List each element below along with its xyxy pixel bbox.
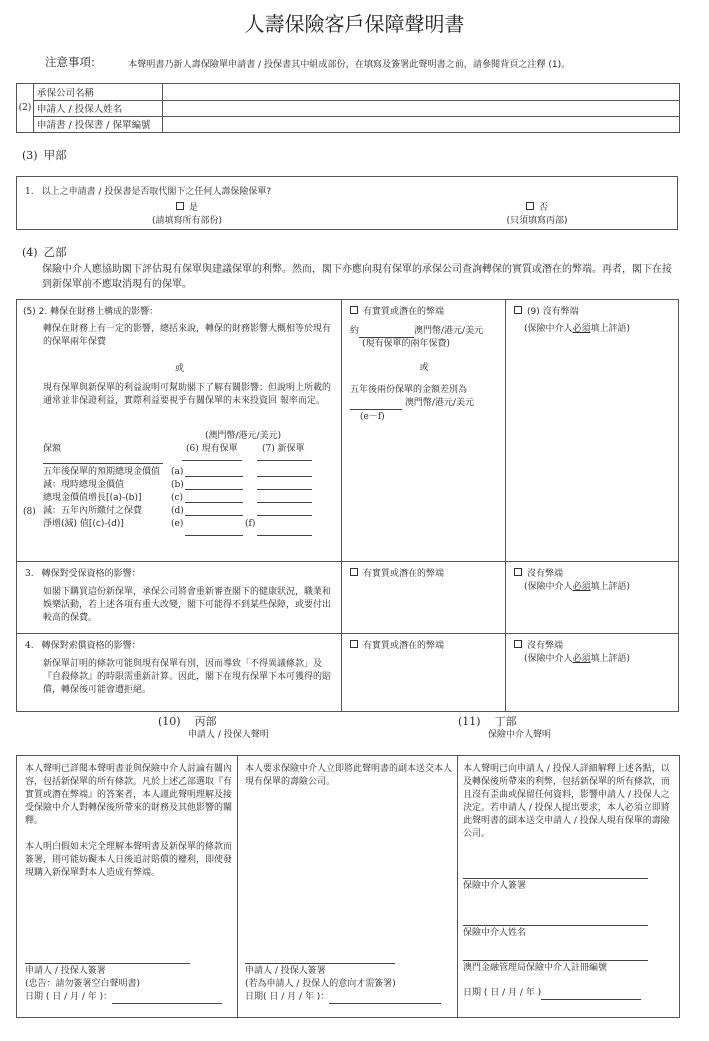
item-3-comment-note: (保險中介人必須填上評語) <box>524 582 631 592</box>
marker-8: (8) <box>23 507 36 517</box>
new-b-field[interactable] <box>257 478 312 490</box>
question-1: 1. 以上之申請書 / 投保書是否取代閣下之任何人壽保險保單? <box>25 187 272 197</box>
five-year-diff: 澳門幣/港元/美元 <box>350 397 474 410</box>
item-3-middle <box>342 562 506 634</box>
declarations-box <box>16 755 680 1018</box>
part-10-subtitle: 申請人 / 投保人聲明 <box>188 730 269 740</box>
item-4-option-disadvantage[interactable]: 有實質或潛在的弊端 <box>350 640 444 653</box>
divider <box>257 460 312 461</box>
item-3-right <box>506 562 678 634</box>
item-4-right <box>506 634 678 711</box>
notice-text: 本聲明書乃新人壽保險單申請書 / 投保書其中組成部份，在填寫及簽署此聲明書之前，請參閱背頁之注釋 (1)。 <box>128 59 571 70</box>
item-2-heading: (5) 2. 轉保在財務上構成的影響： <box>23 307 159 317</box>
applicant-name-field[interactable] <box>162 100 679 116</box>
calc-row-d: 減：五年內所繳付之保費 <box>43 506 143 516</box>
intermediary-reg-line[interactable] <box>463 960 648 961</box>
checkbox-icon[interactable] <box>514 640 522 648</box>
item-3-heading: 3. 轉保對受保資格的影響： <box>25 569 141 579</box>
section-4-text: 保險中介人應協助閣下評估現有保單與建議保單的利弊。然而，閣下亦應向現有保單的承保公司查詢轉保的實質或潛在的弊端。再者，閣下在接到新保單前不應取消現有的保單。 <box>42 264 672 290</box>
option-yes[interactable]: 是 (請填寫所有部份) <box>151 203 223 226</box>
calc-row-a: 五年後保單的預期總現金價值 <box>43 467 161 477</box>
item-4-comment-note: (保險中介人必須填上評語) <box>524 654 631 664</box>
calc-row-e: 淨增(減) 值[(c)-(d)] <box>43 519 124 529</box>
existing-d-field[interactable] <box>185 504 243 516</box>
section-2-info-table <box>16 83 680 133</box>
option-no[interactable]: 否 (只須填寫丙部) <box>506 203 568 226</box>
row-policy-number <box>34 116 679 132</box>
intermediary-name-label: 保險中介人姓名 <box>463 928 527 938</box>
currency-label: (澳門幣/港元/美元) <box>205 431 282 441</box>
intermediary-signature-line[interactable] <box>463 878 648 879</box>
item-3-text: 如閣下購買這份新保單，承保公司將會重新審查閣下的健康狀況，職業和娛樂活動，若上述各項有重大改變，閣下可能得不到某些保障，或要付出較高的保費。 <box>43 587 332 623</box>
notice-label: 注意事項: <box>45 55 95 69</box>
new-d-field[interactable] <box>257 504 312 516</box>
item-2-para-2: 現有保單與新保單的利益說明可幫助閣下了解有關影響；但說明上所載的通常並非保證利益，實際利益要視乎有關保單的未來投資回 報率而定。 <box>43 383 332 406</box>
applicant-signature-label: 申請人 / 投保人簽署 <box>25 966 106 976</box>
applicant-date-field[interactable] <box>112 993 222 1004</box>
applicant-declaration <box>17 756 238 1017</box>
intermediary-name-line[interactable] <box>463 925 648 926</box>
copy-request-date: 日期( 日 / 月 / 年 )： <box>245 991 441 1004</box>
part-11-heading: (11) 丁部 <box>458 715 517 728</box>
policy-number-label: 申請書 / 投保書 / 保單編號 <box>37 120 151 131</box>
copy-request-signature-note: (若為申請人 / 投保人的意向才需簽署) <box>245 979 396 989</box>
five-year-diff-field[interactable] <box>350 399 402 410</box>
sum-assured-label: 保額 <box>43 444 62 454</box>
copy-request-date-field[interactable] <box>329 993 441 1004</box>
intermediary-declaration-text: 本人聲明已向申請人 / 投保人詳細解釋上述各點，以及轉保後所帶來的利弊，包括新保單的所有條款，而且沒有歪曲或保留任何資料，影響申請人 / 投保人之決定。若申請人 / 投保人提出要求，本人必須立即將此聲明書的副本送交申請人 / 投保人現有保單的壽險公司。 <box>463 764 671 839</box>
item-3-option-no-disadvantage[interactable]: 沒有弊端 <box>514 568 563 581</box>
col-new-policy: (7) 新保單 <box>262 444 305 454</box>
item-4-text: 新保單訂明的條款可能與現有保單有別，因而導致「不得異議條款」及『自殺條款』的時限需重新計算。因此，閣下在現有保單下本可獲得的賠償，轉保後可能會遭拒絕。 <box>43 659 332 695</box>
copy-request-signature-line[interactable] <box>245 963 395 964</box>
col-existing-policy: (6) 現有保單 <box>186 444 238 454</box>
item-3-left <box>17 562 342 634</box>
insurer-name-field[interactable] <box>162 84 679 100</box>
checkbox-icon[interactable] <box>350 640 358 648</box>
applicant-declaration-p1: 本人聲明已詳閱本聲明書並與保險中介人討論有關內容，包括新保單的所有條款。凡於上述乙部選取『有實質或潛在弊端』的答案者，本人謹此聲明理解及接受保險中介人對轉保後所帶來的財務及其他影響的闡釋。 <box>25 764 233 826</box>
item-2-middle <box>342 300 506 562</box>
checkbox-icon[interactable] <box>514 306 522 314</box>
row-applicant-name <box>34 100 679 117</box>
new-c-field[interactable] <box>257 491 312 503</box>
existing-c-field[interactable] <box>185 491 243 503</box>
applicant-declaration-p2: 本人明白假如未完全理解本聲明書及新保單的條款而簽署，則可能妨礙本人日後追討賠償的權利，即使發現購入新保單對本人造成有弊端。 <box>25 842 233 878</box>
section-2-number: (2) <box>17 84 34 132</box>
intermediary-date-field[interactable] <box>541 989 641 1000</box>
item-2-right <box>506 300 678 562</box>
checkbox-icon[interactable] <box>526 202 534 210</box>
checkbox-icon[interactable] <box>176 202 184 210</box>
copy-request-text: 本人要求保險中介人立即將此聲明書的副本送交本人現有保單的壽險公司。 <box>245 764 453 787</box>
intermediary-reg-label: 澳門金融管理局保險中介人註冊編號 <box>463 963 608 973</box>
new-a-field[interactable] <box>257 465 312 477</box>
section-4-grid <box>16 299 679 712</box>
row-insurer-name <box>34 84 679 101</box>
applicant-signature-line[interactable] <box>25 963 190 964</box>
existing-e-field[interactable] <box>185 524 243 536</box>
divider <box>43 463 163 464</box>
item-2-or: 或 <box>174 364 184 374</box>
document-title: 人壽保險客戶保障聲明書 <box>244 12 465 36</box>
section-3-box <box>16 176 678 230</box>
item-3-option-disadvantage[interactable]: 有實質或潛在的弊端 <box>350 568 444 581</box>
item-2-comment-note: (保險中介人必須填上評語) <box>524 324 631 334</box>
part-10-heading: (10) 丙部 <box>158 715 217 728</box>
applicant-name-label: 申請人 / 投保人姓名 <box>37 104 123 115</box>
checkbox-icon[interactable] <box>350 306 358 314</box>
copy-request-signature-label: 申請人 / 投保人簽署 <box>245 966 326 976</box>
divider <box>182 460 242 461</box>
item-4-middle <box>342 634 506 711</box>
insurer-name-label: 承保公司名稱 <box>37 88 95 99</box>
item-4-left <box>17 634 342 711</box>
middle-or: 或 <box>419 363 429 373</box>
applicant-date: 日期 ( 日 / 月 / 年 )： <box>25 991 222 1004</box>
intermediary-date: 日期 ( 日 / 月 / 年 ) <box>463 987 641 1000</box>
code-f: (f) <box>245 519 256 529</box>
part-11-subtitle: 保險中介人聲明 <box>488 730 552 740</box>
item-4-heading: 4. 轉保對索償資格的影響： <box>25 641 141 651</box>
existing-b-field[interactable] <box>185 478 243 490</box>
existing-a-field[interactable] <box>185 465 243 477</box>
approx-amount: 約 澳門幣/港元/美元 <box>350 326 484 336</box>
checkbox-icon[interactable] <box>514 568 522 576</box>
checkbox-icon[interactable] <box>350 568 358 576</box>
item-2-option-disadvantage[interactable]: 有實質或潛在的弊端 <box>350 306 444 319</box>
item-4-option-no-disadvantage[interactable]: 沒有弊端 <box>514 640 563 653</box>
approx-amount-field[interactable] <box>359 327 414 338</box>
applicant-signature-warning: (忠告：請勿簽署空白聲明書) <box>25 979 141 989</box>
two-year-premium-note: (現有保單的兩年保費) <box>362 339 451 349</box>
policy-number-field[interactable] <box>162 116 679 132</box>
section-3-heading: (3) 甲部 <box>22 148 67 162</box>
item-2-para-1: 轉保在財務上有一定的影響，總括來說，轉保的財務影響大概相等於現有的保單兩年保費 <box>43 324 332 347</box>
calc-row-c: 總現金價值增長[(a)-(b)] <box>43 493 142 503</box>
calc-row-b: 減：現時總現金價值 <box>43 480 125 490</box>
section-4-heading: (4) 乙部 <box>22 245 67 259</box>
intermediary-declaration <box>457 756 679 1017</box>
copy-request <box>237 756 458 1017</box>
item-2-option-no-disadvantage[interactable]: (9) 沒有弊端 <box>514 306 579 319</box>
item-2-left: (5) 2. 轉保在財務上構成的影響： 轉保在財務上有一定的影響，總括來說，轉保的財務影響大概相等於現有的保單兩年保費 或 現有保單與新保單的利益說明可幫助閣下了解有關影響；但說明上所載的通常並非保證利益，實際利益要視乎有關保單的未來投資回 報率而定。 (澳門幣/港元/美元) 保額 (6) 現有保單 (7) 新保單 (8) 五年後保單的預期總現金價值 (a) 減：現時總現金價值 (b) 總現金價值增長[(a)-(b)] (c) 減：五年內所繳付之保費 (d) 淨增(減) 值[(c)-(d)] (e) (f) <box>17 300 342 562</box>
new-f-field[interactable] <box>257 524 312 536</box>
five-year-diff-label: 五年後兩份保單的金額差別為 <box>350 385 468 395</box>
intermediary-signature-label: 保險中介人簽署 <box>463 881 527 891</box>
formula-e-minus-f: (e－f) <box>360 412 385 422</box>
